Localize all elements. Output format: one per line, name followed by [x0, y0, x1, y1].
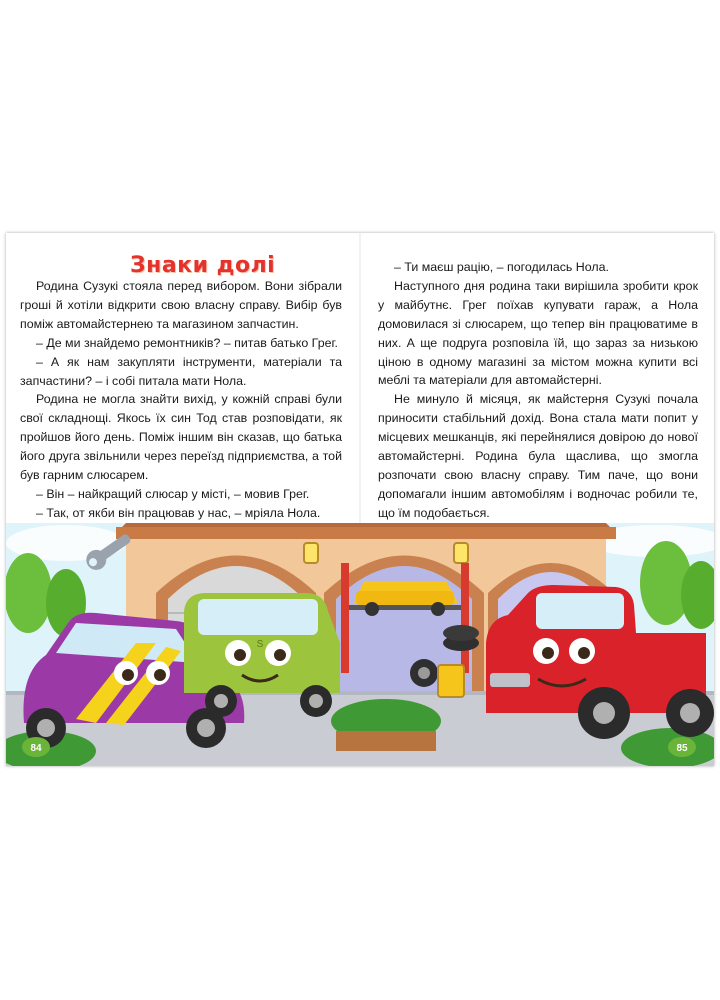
page-number-text: 85	[676, 743, 688, 754]
paragraph: Родина не могла знайти вихід, у кожній справі були свої складнощі. Якось їх син Тод став розповідати, як пройшов його день. Поміж іншим він сказав, що батька його друга звільнили через переїзд підприємства, а той був гарним слюсарем.	[20, 392, 342, 483]
paragraph: – А як нам закупляти інструменти, матеріали та запчастини? – і собі питала мати Нола.	[20, 354, 342, 388]
page-number-right	[668, 737, 696, 757]
page-number-left	[22, 737, 50, 757]
book-spread	[6, 233, 714, 766]
canister-icon	[438, 665, 464, 697]
garage-illustration	[6, 523, 714, 766]
paragraph: – Він – найкращий слюсар у місті, – мовив Грег.	[36, 486, 310, 501]
story-title: Знаки долі	[130, 253, 276, 278]
paragraph: Родина Сузукі стояла перед вибором. Вони зібрали гроші й хотіли відкрити свою власну справу. Вибір був поміж автомайстернею та магазином запчастин.	[20, 279, 342, 331]
paragraph: – Так, от якби він працював у нас, – мріяла Нола.	[36, 505, 321, 520]
paragraph: Наступного дня родина таки вирішила зробити крок у майбутнє. Грег поїхав купувати гараж, а Нола домовилася зі слюсарем, що тепер він працюватиме в них. А ще подруга розповіла їй, що зараз за низькою ціною в одному магазині за містом можна купити всі меблі та матеріали для автомайстерні.	[378, 278, 698, 388]
page-gutter	[359, 233, 361, 523]
page-number-text: 84	[30, 743, 42, 754]
paragraph: – Ти маєш рацію, – погодилась Нола.	[394, 260, 609, 274]
car-badge: S	[256, 639, 264, 650]
paragraph: Не минуло й місяця, як майстерня Сузукі почала приносити стабільний дохід. Вона стала мати попит у місцевих мешканців, які перейнялися довірою до нової автомайстерні. Родина була щаслива, що змогла розпочати свою власну справу. Тим паче, що вони допомагали іншим автомобілям і водночас робили те, що їм подобається.	[378, 392, 698, 520]
paragraph: – Де ми знайдемо ремонтників? – питав батько Грег.	[36, 335, 338, 350]
